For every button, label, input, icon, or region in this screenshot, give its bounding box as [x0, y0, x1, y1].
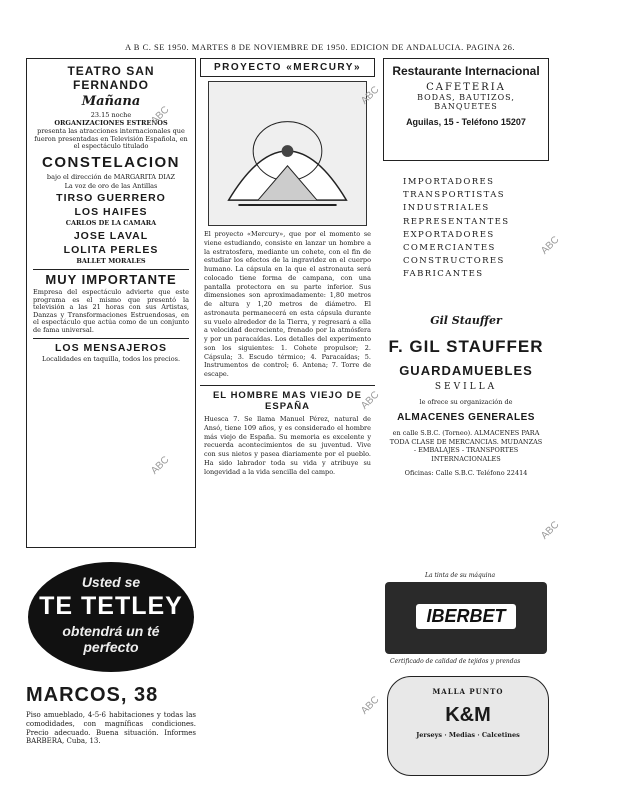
iberbet-caption-2: Certificado de calidad de tejidos y prendas — [390, 658, 521, 665]
theater-org: ORGANIZACIONES ESTRENOS — [54, 119, 168, 127]
tetley-brand: TE TETLEY — [39, 592, 183, 620]
importers-list — [397, 170, 547, 300]
theater-ad — [26, 58, 196, 548]
theater-bottom-text: Localidades en taquilla, todos los precios. — [41, 355, 181, 364]
old-man-text: Huesca 7. Se llama Manuel Pérez, natural de Ansó, tiene 109 años, y es considerado el hombre más viejo de España. Su memoria es excelente y recuerda acontecimientos de su juventud. Vive con sus nietos y pasea diariamente por el pueblo. Ha sido labrador toda su vida y atribuye su longevidad a la vida sencilla del campo. — [204, 415, 371, 476]
tetley-top: Usted se — [81, 574, 141, 590]
restaurant-line-2: BODAS, BAUTIZOS, — [417, 93, 515, 102]
restaurant-ad — [383, 58, 549, 161]
theater-cast-2: La voz de oro de las Antillas — [64, 181, 158, 190]
iberbet-name: IBERBET — [416, 604, 515, 629]
stauffer-name: F. GIL STAUFFER — [388, 337, 544, 356]
old-man-title: EL HOMBRE MAS VIEJO DE ESPAÑA — [200, 385, 375, 412]
restaurant-name: Restaurante Internacional — [392, 64, 540, 78]
stauffer-ad — [383, 305, 549, 565]
capsule-illustration — [208, 81, 367, 226]
restaurant-phone: Aguilas, 15 - Teléfono 15207 — [406, 117, 526, 127]
tetley-line-1: obtendrá un té — [62, 623, 160, 639]
theater-cast-4: LOS HAIFES — [74, 206, 148, 219]
importer-item: IMPORTADORES — [403, 177, 495, 187]
stauffer-office: Oficinas: Calle S.B.C. Teléfono 22414 — [404, 469, 528, 478]
stauffer-city: SEVILLA — [434, 382, 498, 392]
marcos-head: MARCOS, 38 — [26, 684, 159, 706]
restaurant-line-3: BANQUETES — [434, 102, 498, 111]
tetley-line-2: perfecto — [83, 639, 139, 655]
stauffer-logo: Gil Stauffer — [430, 314, 502, 327]
watermark-text: ABC — [149, 454, 172, 477]
watermark-text: ABC — [539, 234, 562, 257]
mercury-text: El proyecto «Mercury», que por el momento se viene estudiando, consiste en lanzar un hombre a la estratosfera, mediante un cohete, con el fin de estudiar los efectos de la ingravidez en el cuerpo humano. La cápsula en la que el astronauta será colocado tiene forma de campana, con una pantalla protectora en su parte inferior. Sus dimensiones son aproximadamente: 1,80 metros de altura y 1,20 metros de diámetro. El astronauta permanecerá en esta cápsula durante su vuelo alrededor de la Tierra, y regresará a ella a velocidad decreciente, frenado por la atmósfera y por un paracaídas. Los detalles del experimento son los siguientes: 1. Cohete propulsor; 2. Cápsula; 3. Escudo térmico; 4. Paracaídas; 5. Instrumentos de control; 6. Antena; 7. Torre de escape. — [204, 230, 371, 379]
importer-item: FABRICANTES — [403, 269, 484, 280]
capsule-drawing-icon — [209, 82, 366, 225]
theater-cast-5: CARLOS DE LA CAMARA — [65, 219, 157, 228]
mercury-article — [200, 58, 375, 783]
theater-name: TEATRO SAN FERNANDO — [67, 64, 155, 92]
km-ad — [387, 676, 549, 776]
watermark-text: ABC — [359, 694, 382, 717]
importer-item: EXPORTADORES — [403, 229, 495, 240]
km-sub: Jerseys · Medias · Calcetines — [416, 731, 520, 739]
mercury-title: PROYECTO «MERCURY» — [200, 58, 375, 77]
stauffer-sub: GUARDAMUEBLES — [399, 363, 533, 378]
watermark-text: ABC — [149, 104, 172, 127]
importer-item: REPRESENTANTES — [403, 216, 510, 227]
iberbet-ad — [385, 582, 547, 654]
km-brand: K&M — [445, 704, 491, 726]
page-header: A B C. SE 1950. MARTES 8 DE NOVIEMBRE DE 1950. EDICION DE ANDALUCIA. PAGINA 26. — [124, 42, 516, 52]
watermark-text: ABC — [359, 389, 382, 412]
importer-item: COMERCIANTES — [403, 242, 496, 253]
theater-cast-8: BALLET MORALES — [76, 256, 146, 265]
stauffer-detail: en calle S.B.C. (Torneo). ALMACENES PARA TODA CLASE DE MERCANCIAS. MUDANZAS - EMBALAJES - TRANSPORTES INTERNACIONALES — [389, 429, 543, 463]
stauffer-alm: ALMACENES GENERALES — [397, 412, 535, 424]
theater-time: 23.15 noche — [90, 110, 132, 119]
restaurant-line-1: CAFETERIA — [426, 82, 506, 93]
theater-desc: presenta las atracciones internacionales que fueron presentadas en Televisión Española, en el espectáculo titulado — [34, 127, 188, 151]
theater-important: MUY IMPORTANTE — [33, 269, 189, 288]
theater-cast-3: TIRSO GUERRERO — [56, 192, 166, 205]
theater-cast-6: JOSE LAVAL — [73, 229, 149, 242]
watermark-text: ABC — [539, 519, 562, 542]
marcos-ad — [26, 683, 196, 783]
importer-item: INDUSTRIALES — [403, 203, 490, 214]
theater-day: Mañana — [81, 93, 141, 109]
importer-item: TRANSPORTISTAS — [403, 190, 506, 201]
theater-show-title: CONSTELACION — [42, 153, 180, 171]
marcos-text: Piso amueblado, 4-5-6 habitaciones y todas las comodidades, con magníficas condiciones. Precio adecuado. Buena situación. Informes BARBERA, Cuba, 13. — [26, 711, 196, 746]
importer-item: CONSTRUCTORES — [403, 256, 505, 267]
km-top: MALLA PUNTO — [432, 687, 504, 696]
watermark-text: ABC — [359, 84, 382, 107]
stauffer-note: le ofrece su organización de — [419, 398, 513, 406]
theater-cast-7: LOLITA PERLES — [63, 243, 159, 256]
theater-cast-1: bajo el dirección de MARGARITA DIAZ — [46, 173, 176, 182]
theater-bottom: LOS MENSAJEROS — [33, 338, 189, 354]
tetley-ad — [28, 562, 194, 672]
iberbet-caption: La tinta de su máquina — [425, 572, 496, 579]
theater-important-text: Empresa del espectáculo advierte que este programa es el mismo que presentó la televisión a las 21 horas con sus Artistas, Danzas y Transformaciones Estruendosas, en el espectáculo que actúa como de un conjunto de fama universal. — [33, 288, 189, 334]
